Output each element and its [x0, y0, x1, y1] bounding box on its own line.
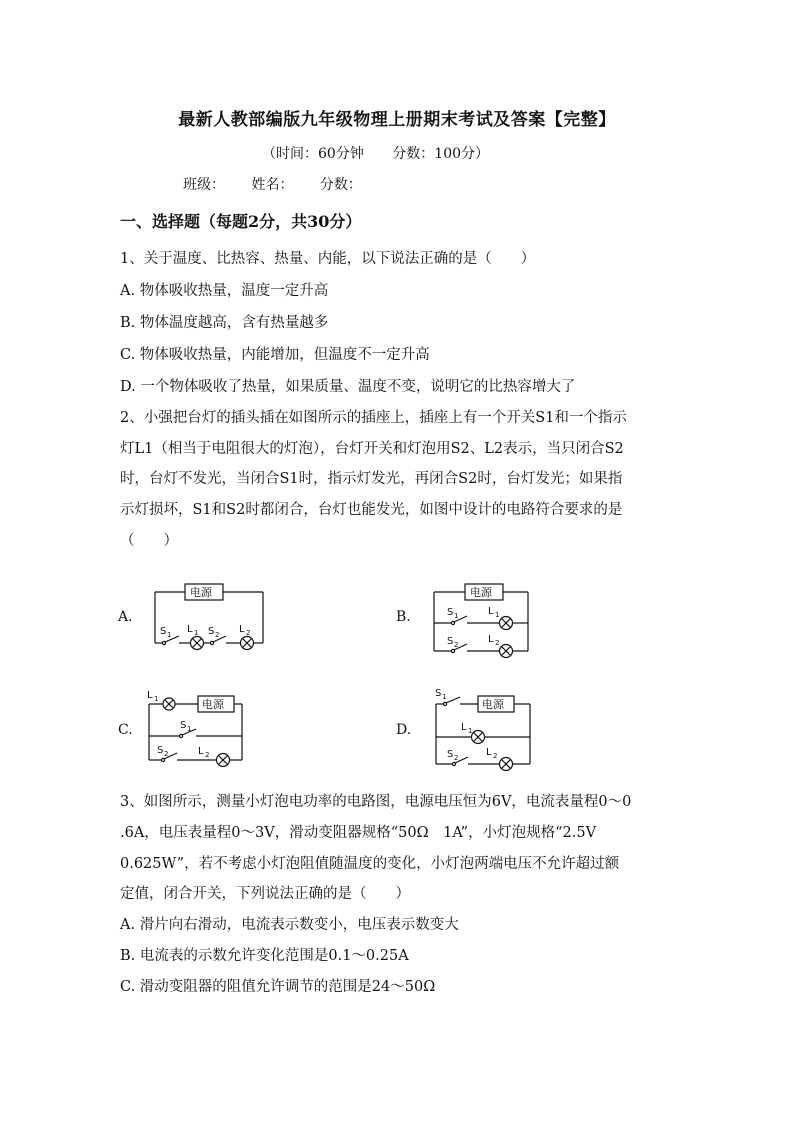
q3-option-a: A. 滑片向右滑动，电流表示数变小，电压表示数变大	[120, 917, 459, 933]
l1-sub: 1	[194, 629, 199, 637]
q3-option-b: B. 电流表的示数允许变化范围是0.1～0.25A	[120, 948, 409, 964]
circuit-diagram-b	[420, 580, 550, 665]
q3-line-1: 3、如图所示，测量小灯泡电功率的电路图，电源电压恒为6V，电流表量程0～0	[120, 794, 632, 810]
s2-label: S	[157, 745, 164, 756]
s1-sub: 1	[442, 693, 447, 701]
s1-sub: 1	[167, 631, 172, 639]
class-label: 班级：	[183, 177, 225, 193]
q2-line-4: 示灯损坏，S1和S2时都闭合，台灯也能发光，如图中设计的电路符合要求的是	[120, 502, 623, 518]
s1-sub: 1	[187, 725, 192, 733]
circuit-diagram-c	[138, 686, 258, 771]
q1-option-d: D. 一个物体吸收了热量，如果质量、温度不变，说明它的比热容增大了	[120, 379, 576, 395]
q2-line-2: 灯L1（相当于电阻很大的灯泡），台灯开关和灯泡用S2、L2表示，当只闭合S2	[120, 441, 624, 457]
s1-label: S	[447, 607, 454, 618]
s1-label: S	[180, 720, 187, 731]
s1-sub: 1	[454, 612, 459, 620]
s1-label: S	[160, 626, 167, 637]
l2-sub: 2	[205, 751, 210, 759]
q3-line-2: .6A，电压表量程0～3V，滑动变阻器规格“50Ω 1A”，小灯泡规格“2.5V	[120, 825, 597, 841]
s2-sub: 2	[454, 754, 459, 762]
s2-sub: 2	[215, 631, 220, 639]
s2-sub: 2	[164, 750, 169, 758]
q2-line-5: （ ）	[120, 533, 178, 549]
exam-time: （时间：60分钟	[262, 146, 364, 162]
l2-label: L	[239, 624, 245, 635]
q2-option-a-label: A.	[118, 609, 133, 625]
q2-option-c-label: C.	[118, 722, 133, 738]
l1-sub: 1	[154, 695, 159, 703]
q3-line-3: 0.625W”，若不考虑小灯泡阻值随温度的变化，小灯泡两端电压不允许超过额	[120, 856, 620, 872]
l2-label: L	[486, 747, 492, 758]
l2-sub: 2	[495, 639, 500, 647]
q2-line-1: 2、小强把台灯的插头插在如图所示的插座上，插座上有一个开关S1和一个指示	[120, 410, 627, 426]
q3-line-4: 定值，闭合开关，下列说法正确的是（ ）	[120, 886, 410, 902]
document-title: 最新人教部编版九年级物理上册期末考试及答案【完整】	[178, 110, 616, 130]
l1-sub: 1	[495, 611, 500, 619]
circuit-diagram-a	[140, 580, 280, 660]
q1-option-c: C. 物体吸收热量，内能增加，但温度不一定升高	[120, 347, 430, 363]
l1-sub: 1	[468, 727, 473, 735]
q3-option-c: C. 滑动变阻器的阻值允许调节的范围是24～50Ω	[120, 979, 436, 995]
q2-option-d-label: D.	[396, 722, 412, 738]
s2-label: S	[447, 749, 454, 760]
l2-sub: 2	[493, 752, 498, 760]
s2-label: S	[208, 626, 215, 637]
s2-label: S	[447, 636, 454, 647]
power-source-label: 电源	[202, 698, 224, 711]
points-label: 分数：	[319, 177, 362, 193]
q2-line-3: 时，台灯不发光，当闭合S1时，指示灯发光，再闭合S2时，台灯发光；如果指	[120, 471, 623, 487]
s2-sub: 2	[454, 641, 459, 649]
q1-option-a: A. 物体吸收热量，温度一定升高	[120, 283, 329, 299]
l2-sub: 2	[246, 629, 251, 637]
circuit-diagram-d	[420, 684, 550, 774]
switch-s1	[446, 697, 460, 703]
l1-label: L	[187, 624, 193, 635]
name-label: 姓名：	[251, 177, 294, 193]
student-info	[183, 174, 384, 194]
l1-label: L	[461, 722, 467, 733]
power-source-label: 电源	[470, 586, 492, 599]
exam-meta	[262, 143, 513, 163]
l2-label: L	[198, 746, 204, 757]
l2-label: L	[488, 634, 494, 645]
power-source-label: 电源	[482, 698, 504, 711]
s1-label: S	[435, 688, 442, 699]
q1-stem: 1、关于温度、比热容、热量、内能，以下说法正确的是（ ）	[120, 251, 536, 267]
section-heading: 一、选择题（每题2分，共30分）	[120, 212, 362, 231]
l1-label: L	[488, 606, 494, 617]
power-source-label: 电源	[190, 586, 212, 599]
q2-option-b-label: B.	[396, 609, 411, 625]
q1-option-b: B. 物体温度越高，含有热量越多	[120, 315, 329, 331]
exam-total-score: 分数：100分）	[392, 146, 490, 162]
l1-label: L	[147, 690, 153, 701]
